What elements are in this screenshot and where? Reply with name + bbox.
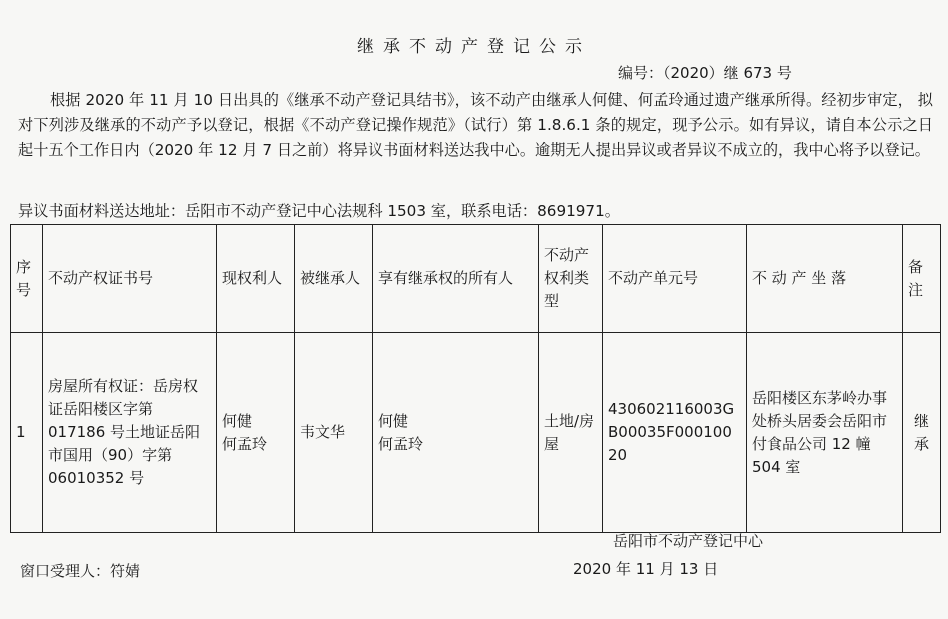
header-right-type: 不动产权利类型	[539, 225, 603, 333]
notice-title: 继承不动产登记公示	[357, 37, 591, 57]
header-heirs: 享有继承权的所有人	[373, 225, 539, 333]
clerk-name: 窗口受理人：符婧	[20, 562, 141, 580]
header-unit-no: 不动产单元号	[603, 225, 747, 333]
header-remarks: 备注	[903, 225, 941, 333]
objection-address: 异议书面材料送达地址：岳阳市不动产登记中心法规科 1503 室，联系电话：8691971。	[18, 202, 620, 220]
notice-body: 根据 2020 年 11 月 10 日出具的《继承不动产登记具结书》，该不动产由继承人何健、何孟玲通过遗产继承所得。经初步审定， 拟对下列涉及继承的不动产予以登记，根据《不动产登记操作规范》（试行）第 1.8.6.1 条的规定，现予公示。如有异议，请自本公示之日起十五个工作日内（2020 年 12 月 7 日之前）将异议书面材料送达我中心。逾期无人提出异议或者异议不成立的，我中心将予以登记。	[18, 91, 933, 159]
table-row	[11, 333, 941, 533]
cell-right-type: 土地/房屋	[539, 333, 603, 533]
cell-current-owner: 何健 何孟玲	[217, 333, 295, 533]
cell-remarks: 继承	[903, 333, 941, 533]
header-seq: 序号	[11, 225, 43, 333]
document-number: 编号：（2020）继 673 号	[618, 64, 792, 82]
issuer-name: 岳阳市不动产登记中心	[613, 532, 764, 550]
header-current-owner: 现权利人	[217, 225, 295, 333]
cell-location: 岳阳楼区东茅岭办事处桥头居委会岳阳市付食品公司 12 幢 504 室	[747, 333, 903, 533]
property-table	[10, 224, 941, 533]
cell-cert-no: 房屋所有权证：岳房权证岳阳楼区字第 017186 号土地证岳阳市国用（90）字第 06010352 号	[43, 333, 217, 533]
header-decedent: 被继承人	[295, 225, 373, 333]
cell-unit-no: 430602116003GB00035F00010020	[603, 333, 747, 533]
cell-decedent: 韦文华	[295, 333, 373, 533]
cell-seq: 1	[11, 333, 43, 533]
issue-date: 2020 年 11 月 13 日	[573, 560, 719, 578]
header-cert-no: 不动产权证书号	[43, 225, 217, 333]
cell-heirs: 何健 何孟玲	[373, 333, 539, 533]
header-location: 不 动 产 坐 落	[747, 225, 903, 333]
table-header-row	[11, 225, 941, 333]
